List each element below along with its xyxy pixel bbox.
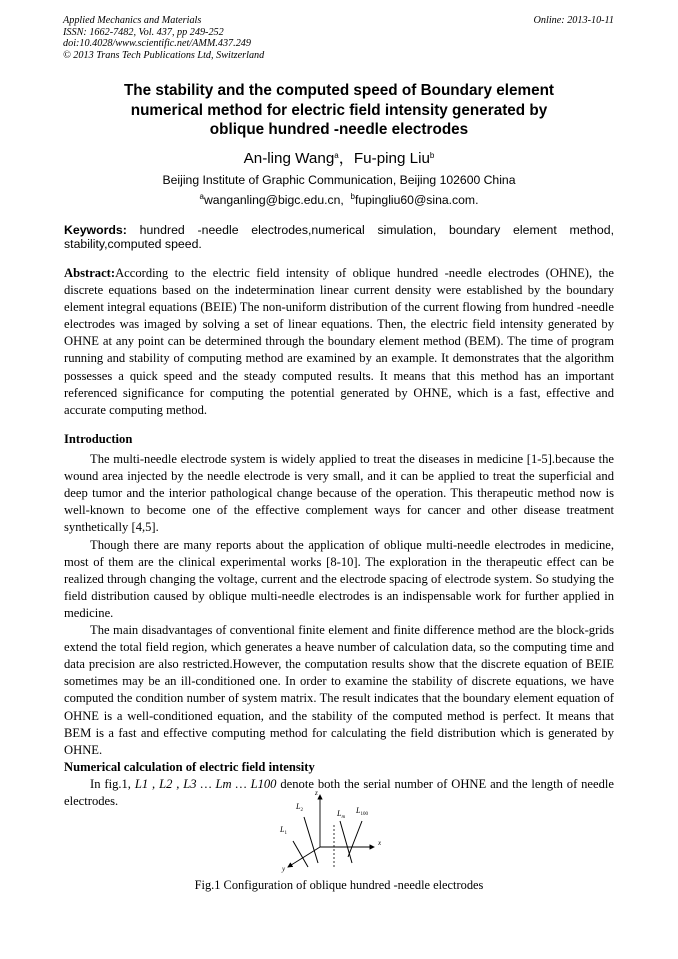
introduction-paragraph-1: The multi-needle electrode system is widely applied to treat the diseases in medicine [1-5].because the wound area injected by the needle electrode is very small, and it can be applied to treat the superficial and deep tumor and the interior pathological change because of the operation. This therapeutic method now is well-known to become one of the effective complement ways for cancer and other disease treatment synthetically [4,5]. — [64, 452, 614, 535]
author-1: An-ling Wang — [243, 150, 335, 167]
label-x: x — [378, 839, 382, 847]
keywords-text: hundred -needle electrodes,numerical simulation, boundary element method, stability,computed speed. — [64, 223, 614, 251]
author-2: Fu-ping Liu — [353, 150, 430, 167]
issn-line: ISSN: 1662-7482, Vol. 437, pp 249-252 — [63, 26, 224, 38]
numerical-heading: Numerical calculation of electric field intensity — [64, 759, 315, 774]
author-separator: ， — [338, 150, 354, 167]
title-line-2: numerical method for electric field intensity generated by — [130, 101, 548, 119]
label-z: z — [315, 789, 318, 797]
title-line-1: The stability and the computed speed of Boundary element — [123, 82, 555, 99]
introduction-paragraph-3: The main disadvantages of conventional finite element and finite difference method are the block-grids extend the total field region, which generates a heave number of calculation data, so the computing time and data precision are also restricted.However, the computation results show that the discrete equation of BEIE sometimes may be an ill-conditioned one. In order to examine the stability of discrete equations, we have computed the condition number of system matrix. The result indicates that the boundary element equation of OHNE is a well-conditioned equation, and the stability of the computed method is perfect. It means that BEM is a fast and effective computing method for calculating the field distribution which is generated by OHNE. — [64, 623, 614, 757]
email-a: wanganling@bigc.edu.cn, — [203, 193, 344, 207]
numerical-pre: In fig.1, — [90, 776, 131, 791]
affiliation: Beijing Institute of Graphic Communication, Beijing 102600 China — [162, 173, 516, 187]
doi-line: doi:10.4028/www.scientific.net/AMM.437.249 — [63, 38, 251, 50]
author-emails — [64, 193, 614, 207]
email-b-sup: b — [350, 192, 355, 201]
abstract-text: According to the electric field intensity of oblique hundred -needle electrodes (OHNE), the discrete equations based on the indetermination linear current density were established by the boundary element integral equations (BEIE) The non-uniform distribution of the current flowing from hundred -needle electrodes was imaged by solving a set of linear equations. Then, the electric field intensity generated by OHNE at any point can be determined through the boundary element method (BEM). The time of program running and stability of computing method are examined by an example. It demonstrates that the algorithm possesses a quick speed and the steady computed results. It means that this method has an important referenced significance for computing the potential generated by OHNE, which is a fast, effective and accurate computing method. — [64, 266, 614, 417]
label-L1: $L_1$ — [280, 825, 287, 836]
journal-name: Applied Mechanics and Materials — [63, 15, 202, 26]
y-axis — [288, 847, 320, 867]
label-y: y — [282, 865, 286, 873]
keywords — [64, 223, 614, 251]
introduction-paragraph-2: Though there are many reports about the application of oblique multi-needle electrodes in medicine, most of them are the clinical experimental works [8-10]. The exploration in the therapeutic effect can be realized through changing the voltage, current and the electrode spacing of electrode system. So studying the field distribution caused by oblique multi-needle electrodes is an indispensable work for further applied in medicine. — [64, 537, 614, 620]
label-Lm: $L_m$ — [337, 809, 346, 820]
paper-title — [64, 81, 614, 140]
title-line-3: oblique hundred -needle electrodes — [209, 121, 469, 138]
needle-L1 — [293, 841, 308, 867]
abstract-label: Abstract: — [64, 266, 116, 280]
needle-L100 — [348, 821, 362, 857]
needle-symbols: L1 , L2 , L3 … Lm … L100 — [134, 776, 277, 791]
figure-1-diagram — [270, 785, 400, 875]
figure-1-caption: Fig.1 Configuration of oblique hundred -needle electrodes — [194, 878, 484, 892]
label-L100: $L_{100}$ — [356, 806, 368, 817]
author-list — [64, 147, 614, 168]
author-2-sup: b — [429, 151, 435, 160]
copyright-line: © 2013 Trans Tech Publications Ltd, Switzerland — [63, 49, 265, 61]
email-a-sup: a — [199, 192, 204, 201]
online-date: Online: 2013-10-11 — [533, 15, 614, 26]
author-1-sup: a — [334, 151, 339, 160]
needle-Lm — [340, 821, 352, 863]
email-b: fupingliu60@sina.com. — [354, 193, 479, 207]
numerical-post: denote both the serial number of OHNE and the length of needle electrodes. — [64, 776, 615, 808]
label-L2: $L_2$ — [296, 802, 303, 813]
keywords-label: Keywords: — [64, 223, 127, 237]
abstract — [64, 265, 614, 419]
journal-header — [63, 15, 264, 61]
introduction-heading: Introduction — [64, 432, 133, 446]
introduction-section — [64, 431, 614, 810]
